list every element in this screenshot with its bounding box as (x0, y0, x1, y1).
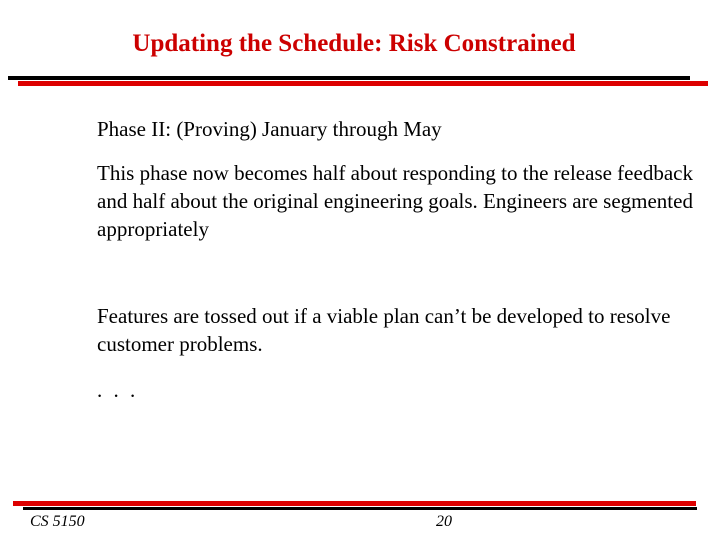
footer-rule-black (23, 507, 697, 510)
title-rule-red (18, 81, 708, 86)
footer-page-number: 20 (436, 513, 452, 530)
body-paragraph-features: Features are tossed out if a viable plan can’t be developed to resolve customer problems. (97, 304, 671, 356)
slide-title: Updating the Schedule: Risk Constrained (132, 30, 576, 57)
footer-course-label: CS 5150 (30, 513, 85, 530)
body-paragraph-engineering-goals: This phase now becomes half about responding to the release feedback and half about the original engineering goals. Engineers are segmented appropriately (97, 161, 693, 241)
phase-heading: Phase II: (Proving) January through May (97, 117, 442, 141)
continuation-ellipsis: . . . (97, 378, 139, 402)
title-rule-black (8, 76, 690, 80)
footer-rule-red (13, 501, 696, 506)
